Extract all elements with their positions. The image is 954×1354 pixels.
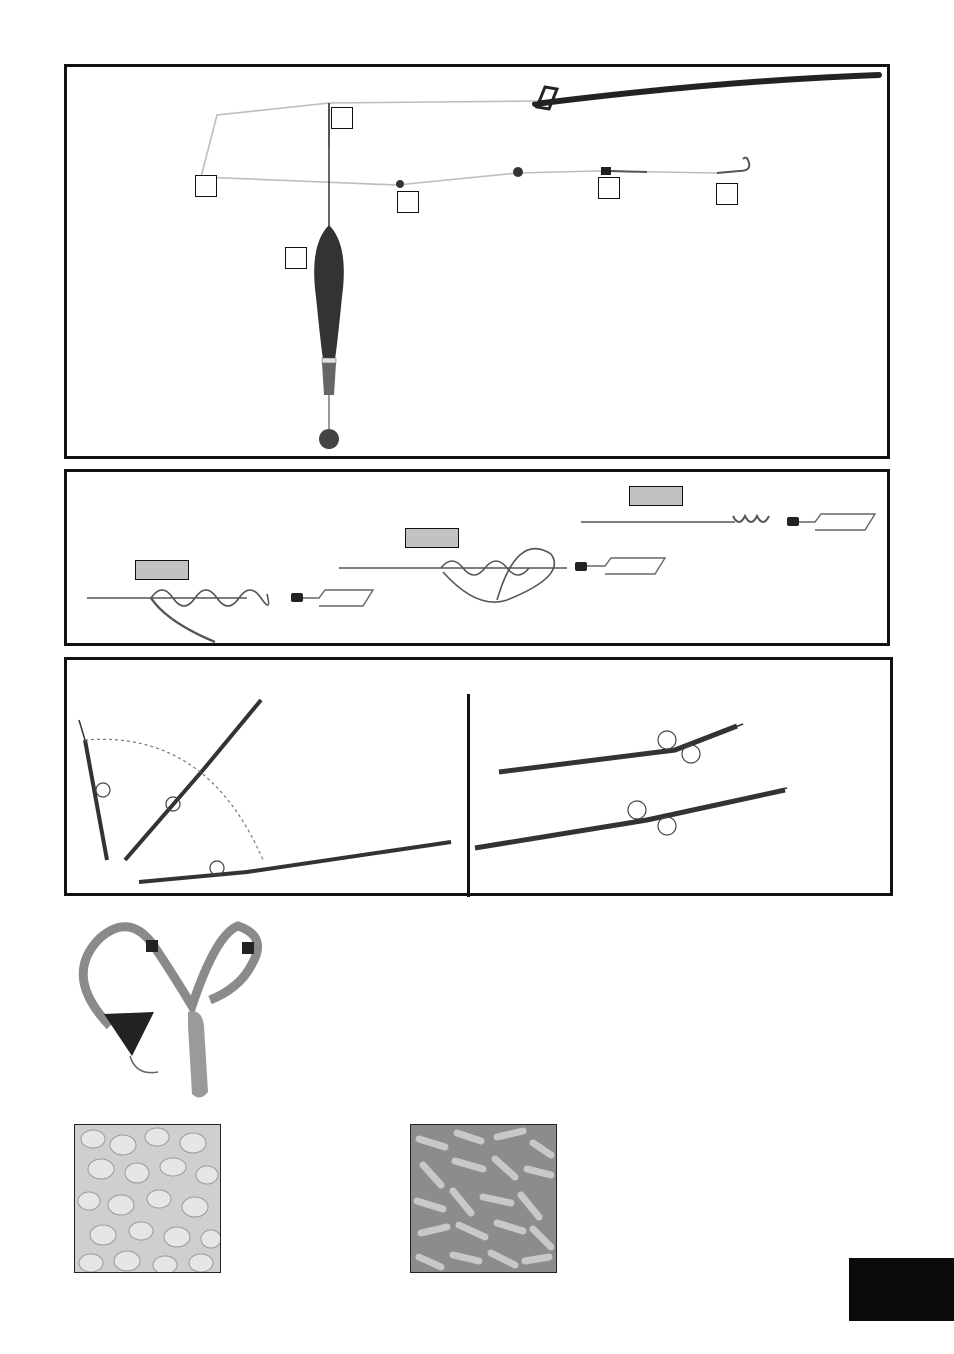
float-weight (319, 429, 339, 449)
maggot-texture (411, 1125, 557, 1273)
knot-step-tag-3 (629, 486, 683, 506)
page-corner-tab (849, 1258, 954, 1321)
rig-label-4 (598, 177, 620, 199)
rig-label-2 (195, 175, 217, 197)
knot-step-3 (581, 514, 875, 530)
knot-step-1 (87, 590, 373, 642)
rig-label-1 (331, 107, 353, 129)
knot-step-tag-1 (135, 560, 189, 580)
float-body (314, 225, 344, 359)
rig-label-3 (397, 191, 419, 213)
stop-bead (513, 167, 523, 177)
hook (717, 158, 749, 173)
bait-catapult-image (70, 916, 270, 1106)
rod-tip (535, 75, 879, 104)
rig-illustration (67, 67, 893, 462)
rod-extension-illustration (67, 660, 896, 899)
bead (396, 180, 404, 188)
knot-step-2 (339, 549, 665, 602)
knot-illustration (67, 472, 893, 649)
rod-usage-panel (64, 657, 893, 896)
corn-texture (75, 1125, 221, 1273)
rig-label-6 (285, 247, 307, 269)
knot-steps-panel (64, 469, 890, 646)
rod-panel-divider (467, 694, 470, 897)
rig-diagram-panel (64, 64, 890, 459)
rod-extend-sequence (475, 724, 787, 848)
rod-swing-sequence (79, 700, 451, 882)
knot-step-tag-2 (405, 528, 459, 548)
swivel (601, 167, 611, 175)
maggot-bait-photo (410, 1124, 557, 1273)
rig-label-5 (716, 183, 738, 205)
sweetcorn-bait-photo (74, 1124, 221, 1273)
